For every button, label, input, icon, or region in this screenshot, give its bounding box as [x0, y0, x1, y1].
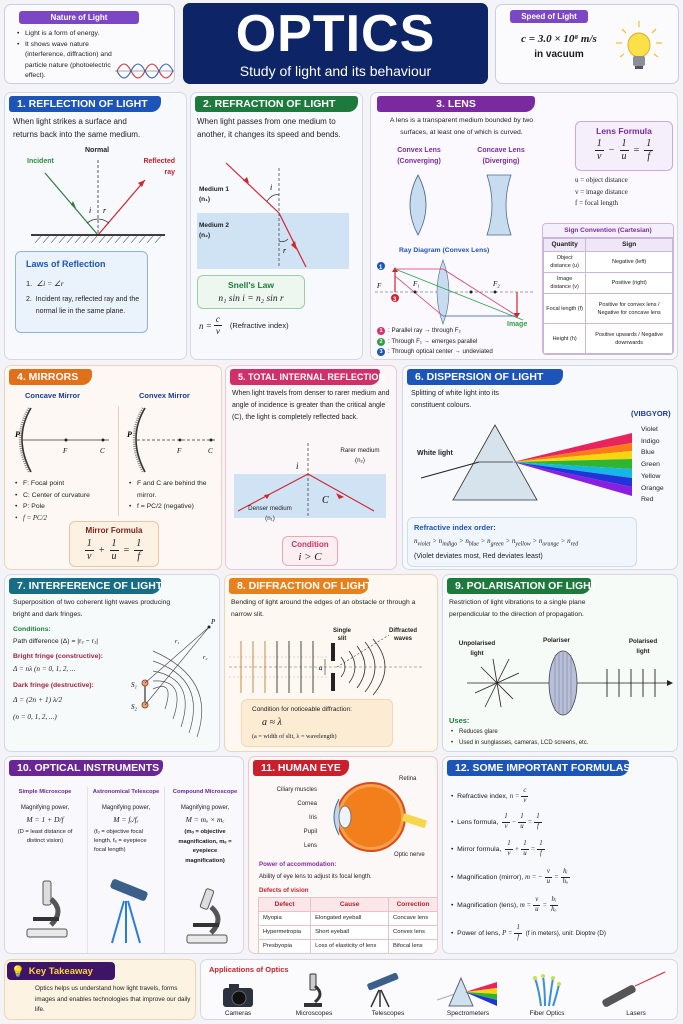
instrument-col: Simple Microscope Magnifying power, M = 1 + D/f (D = least distance of distinct vision)	[7, 787, 83, 953]
svg-text:S₁: S₁	[131, 681, 137, 689]
sign-convention-table: Sign Convention (Cartesian) Quantity Sign Object distance (u) Negative (left) Image distance (v) Positive (right) Focal length (f) Positive for convex lens / Negative for concave lens Height (h) Positive upwards / Negative downwards	[542, 223, 674, 355]
prism-diagram	[417, 421, 657, 501]
simple-microscope-icon	[21, 879, 71, 939]
convex-mirror-diagram	[123, 406, 222, 476]
svg-text:P: P	[211, 618, 216, 626]
svg-text:i: i	[270, 183, 273, 192]
section-desc: Bending of light around the edges of an obstacle or through a narrow slit.	[231, 599, 416, 618]
section-title: 6. DISPERSION OF LIGHT	[407, 369, 563, 385]
svg-text:F: F	[177, 447, 182, 455]
section-title: 11. HUMAN EYE	[253, 760, 349, 776]
image-label: Image	[507, 321, 528, 328]
uses-title: Uses:	[449, 716, 470, 725]
svg-text:F: F	[63, 447, 68, 455]
section-lens	[370, 92, 678, 360]
section-interference	[4, 574, 220, 752]
section-title: 7. INTERFERENCE OF LIGHT	[9, 578, 161, 594]
speed-of-light-label: Speed of Light	[510, 10, 588, 23]
application-label: Fiber Optics	[529, 1010, 565, 1017]
section-title: 5. TOTAL INTERNAL REFLECTION	[230, 369, 380, 385]
key-takeaway-card	[4, 959, 196, 1020]
law-2: 2. Incident ray, reflected ray and the normal lie in the same plane.	[26, 296, 140, 315]
speed-of-light-card	[495, 4, 679, 84]
section-title: 2. REFRACTION OF LIGHT	[195, 96, 358, 112]
nature-of-light-bullets: • Light is a form of energy. • It shows wave nature (interference, diffraction) and particle nature (photoelectric effect).	[17, 29, 125, 82]
section-desc: A lens is a transparent medium bounded by two surfaces, at least one of which is curved.	[389, 117, 534, 136]
svg-text:a: a	[319, 664, 323, 672]
key-takeaway-header: 💡 Key Takeaway	[7, 962, 115, 980]
formula-item: • Magnification (lens), m = $\frac{v}{u}$ = $\frac{\text{hᵢ}}{\text{hₒ}}$	[451, 895, 557, 913]
application-label: Cameras	[224, 1010, 252, 1017]
accommodation-desc: Ability of eye lens to adjust its focal length.	[259, 874, 372, 880]
dark-fringe-title: Dark fringe (destructive):	[13, 682, 94, 689]
svg-text:r₂: r₂	[203, 655, 208, 661]
condition-title: Condition for noticeable diffraction:	[252, 706, 352, 713]
tir-condition-box	[282, 536, 338, 566]
unpolarised-label: Unpolarised light	[458, 640, 496, 657]
svg-text:i: i	[89, 206, 92, 215]
applications-title: Applications of Optics	[209, 965, 289, 974]
section-title: 1. REFLECTION OF LIGHT	[9, 96, 161, 112]
vibgyor-label: (VIBGYOR)	[631, 409, 671, 418]
lens-formula: $\frac{1}{v}$ − $\frac{1}{u}$ = $\frac{1}{f}$	[596, 138, 652, 162]
uses-list: • Reduces glare • Used in sunglasses, cameras, LCD screens, etc.	[451, 727, 588, 749]
svg-text:P: P	[127, 430, 132, 439]
convex-lens-shape	[404, 173, 434, 243]
application-label: Spectrometers	[446, 1010, 490, 1017]
order-title: Refractive index order:	[414, 523, 496, 532]
medium-2-label: Medium 2 (n₂)	[199, 222, 229, 239]
svg-text:r: r	[283, 246, 287, 255]
polariser-label: Polariser	[543, 637, 570, 644]
concave-mirror-label: Concave Mirror	[25, 391, 81, 400]
snells-law-formula: n₁ sin i = n₂ sin r	[218, 294, 284, 304]
order-note: (Violet deviates most, Red deviates least)	[414, 553, 543, 560]
compound-microscope-icon	[181, 887, 231, 947]
mirror-formula-title: Mirror Formula	[85, 526, 143, 535]
defects-table: Defect Cause Correction Myopia Elongated eyeball Concave lens Hypermetropia Short eyeball Convex lens Presbyopia Loss of elasticity of lens Bifocal lens	[258, 897, 438, 954]
divider	[118, 406, 119, 516]
section-dispersion	[402, 365, 678, 570]
section-desc: Superposition of two coherent light waves producing bright and dark fringes.	[13, 599, 171, 618]
application-label: Telescopes	[371, 1010, 405, 1017]
concave-mirror-diagram	[11, 406, 116, 476]
formula-item: • Refractive index, n = $\frac{c}{v}$	[451, 786, 527, 804]
ray-legend-item: 3 : Through optical center → undeviated	[377, 347, 547, 358]
table-row: Presbyopia Loss of elasticity of lens Bifocal lens	[259, 940, 438, 954]
lens-formula-box	[575, 121, 673, 171]
mirror-formula: $\frac{1}{v}$ + $\frac{1}{u}$ = $\frac{1}{f}$	[86, 538, 142, 562]
application-label: Lasers	[626, 1010, 646, 1017]
reflection-diagram	[5, 153, 175, 253]
normal-label: Normal	[85, 147, 110, 154]
light-bulb-icon	[614, 19, 664, 79]
concave-lens-label: Concave Lens (Diverging)	[477, 147, 525, 165]
svg-text:P: P	[15, 430, 20, 439]
double-slit-diagram	[131, 618, 220, 734]
section-desc: When light passes from one medium to another, it changes its speed and bends.	[197, 117, 341, 139]
svg-text:C: C	[100, 447, 105, 455]
section-reflection	[4, 92, 187, 360]
svg-text:C: C	[322, 495, 329, 506]
retina-label: Retina	[399, 776, 417, 782]
condition-formula: a ≈ λ	[262, 717, 282, 728]
convex-points: • F and C are behind the mirror. • f = PC/2 (negative)	[129, 478, 217, 513]
light-bulb-icon: 💡	[11, 965, 25, 978]
single-slit-label: Single slit	[332, 628, 351, 642]
svg-text:3: 3	[393, 297, 397, 303]
bright-fringe-formula: Δ = nλ (n = 0, 1, 2, ...	[13, 665, 76, 673]
section-desc: When light strikes a surface and returns back into the same medium.	[13, 117, 141, 139]
section-diffraction	[224, 574, 438, 752]
lens-variables: u = object distance v = image distance f = focal length	[575, 176, 628, 207]
reflected-label: Reflected ray	[143, 158, 175, 176]
nature-of-light-label: Nature of Light	[19, 11, 139, 24]
section-human-eye	[248, 756, 438, 954]
formula-item: • Power of lens, P = $\frac{1}{f}$ (f in meters), unit: Dioptre (D)	[451, 923, 606, 941]
svg-text:r₁: r₁	[175, 639, 180, 645]
section-formulas	[442, 756, 678, 954]
section-refraction	[190, 92, 363, 360]
camera-icon	[221, 982, 255, 1008]
ray-legend	[377, 326, 547, 358]
page-subtitle: Study of light and its behaviour	[239, 63, 432, 79]
conditions-title: Conditions:	[13, 626, 51, 633]
page-title: OPTICS	[235, 5, 436, 63]
laws-title: Laws of Reflection	[26, 259, 106, 269]
convex-lens-ray-diagram	[375, 256, 540, 326]
defects-title: Defects of vision	[259, 887, 309, 894]
svg-text:F₂: F₂	[493, 280, 500, 288]
fiber-optics-icon	[531, 972, 561, 1008]
speed-note: in vacuum	[534, 49, 584, 60]
instrument-col: Astronomical Telescope Magnifying power, M = fₒ/fₑ (fₒ = objective focal length, fₑ = eyepiece focal length)	[87, 787, 165, 953]
eye-diagram	[319, 777, 429, 857]
refractive-index-order-box	[407, 517, 637, 567]
speed-formula: c = 3.0 × 10⁸ m/s	[521, 33, 597, 45]
table-row: Height (h) Positive upwards / Negative downwards	[544, 324, 673, 354]
convex-lens-label: Convex Lens (Converging)	[397, 147, 441, 165]
formula-item: • Mirror formula, $\frac{1}{v}$ + $\frac{1}{u}$ = $\frac{1}{f}$	[451, 840, 543, 857]
svg-text:r: r	[103, 206, 107, 215]
optic-nerve-label: Optic nerve	[394, 852, 425, 858]
svg-text:F₁: F₁	[413, 280, 420, 288]
applications-card	[200, 959, 678, 1020]
section-desc: When light travels from denser to rarer medium and angle of incidence is greater than the critical angle (C), the light is completely reflected back.	[232, 390, 390, 421]
key-takeaway-text: Optics helps us understand how light travels, forms images and enables technologies that improve our daily life.	[35, 985, 191, 1013]
polarisation-diagram	[447, 645, 677, 725]
ray-legend-item: 2 : Through F₁ → emerges parallel	[377, 337, 547, 348]
section-title: 3. LENS	[377, 96, 535, 112]
section-mirrors	[4, 365, 222, 570]
application-label: Microscopes	[295, 1010, 333, 1017]
denser-medium-label: Denser medium (n₁)	[248, 505, 292, 522]
concave-points: • F: Focal point • C: Center of curvature • P: Pole • f = PC/2	[15, 478, 90, 524]
snells-law-title: Snell's Law	[228, 280, 274, 290]
accommodation-title: Power of accommodation:	[259, 861, 337, 868]
table-row: Object distance (u) Negative (left)	[544, 252, 673, 273]
telescope-icon	[363, 972, 403, 1008]
title-banner	[183, 3, 488, 84]
table-row: Myopia Elongated eyeball Concave lens	[259, 912, 438, 926]
table-row: Focal length (f) Positive for convex lens / Negative for concave lens	[544, 294, 673, 324]
snells-law-box	[197, 275, 305, 309]
svg-text:S₂: S₂	[131, 703, 137, 711]
incident-label: Incident	[27, 158, 54, 165]
section-title: 10. OPTICAL INSTRUMENTS	[9, 760, 163, 776]
svg-text:C: C	[208, 447, 213, 455]
refractive-index-formula: n = $\frac{c}{v}$ (Refractive index)	[199, 314, 289, 336]
condition-note: (a = width of slit, λ = wavelength)	[252, 733, 337, 740]
svg-text:1: 1	[379, 265, 383, 271]
section-desc: Splitting of white light into its constituent colours.	[411, 390, 499, 409]
section-title: 8. DIFFRACTION OF LIGHT	[229, 578, 369, 594]
laws-of-reflection-box	[15, 251, 148, 333]
diffraction-diagram	[229, 637, 429, 697]
table-row: Image distance (v) Positive (right)	[544, 273, 673, 294]
order-formula: $n_{violet} > n_{indigo} > n_{blue} > n_{green} > n_{yellow} > n_{orange} > n_{red}$	[414, 537, 579, 548]
diffraction-condition-box	[241, 699, 393, 747]
condition-formula: i > C	[298, 551, 322, 563]
dark-fringe-formula: Δ = (2n + 1) λ/2	[13, 695, 63, 704]
table-row: Hypermetropia Short eyeball Convex lens	[259, 926, 438, 940]
section-title: 9. POLARISATION OF LIGHT	[447, 578, 591, 594]
section-title: 4. MIRRORS	[9, 369, 92, 385]
svg-text:F: F	[377, 282, 382, 290]
laser-icon	[597, 972, 667, 1006]
eye-labels-left: Ciliary muscles Cornea Iris Pupil Lens	[276, 787, 317, 849]
section-desc: Restriction of light vibrations to a single plane perpendicular to the direction of propagation.	[449, 599, 586, 618]
instrument-col: Compound Microscope Magnifying power, M = mₒ × mₑ (mₒ = objective magnification, mₑ = eyepiece magnification)	[167, 787, 243, 953]
ray-legend-item: 1 : Parallel ray → through F₂	[377, 326, 547, 337]
mirror-formula-box	[69, 521, 159, 567]
nature-of-light-card	[4, 4, 175, 84]
section-title: 12. SOME IMPORTANT FORMULAS	[447, 760, 629, 776]
svg-text:i: i	[296, 461, 299, 471]
diffracted-waves-label: Diffracted waves	[388, 628, 417, 642]
convex-mirror-label: Convex Mirror	[139, 391, 190, 400]
refraction-diagram	[191, 153, 361, 273]
ray-diagram-title: Ray Diagram (Convex Lens)	[399, 247, 490, 254]
white-light-label: White light	[417, 450, 453, 457]
bright-fringe-title: Bright fringe (constructive):	[13, 653, 103, 660]
microscope-icon	[301, 972, 327, 1008]
section-polarisation	[442, 574, 678, 752]
polarised-label: Polarised light	[628, 638, 658, 655]
rarer-medium-label: Rarer medium (n₂)	[340, 447, 380, 464]
color-list: Violet Indigo Blue Green Yellow Orange Red	[641, 426, 664, 504]
telescope-icon	[104, 877, 154, 947]
section-tir	[225, 365, 397, 570]
condition-title: Condition	[291, 540, 329, 549]
formula-item: • Magnification (mirror), m = − $\frac{v}{u}$ = $\frac{\text{hᵢ}}{\text{hₒ}}$	[451, 867, 568, 885]
medium-1-label: Medium 1 (n₁)	[199, 186, 229, 203]
section-instruments	[4, 756, 244, 954]
formula-list	[451, 783, 675, 947]
formula-item: • Lens formula, $\frac{1}{v}$ − $\frac{1}{u}$ = $\frac{1}{f}$	[451, 813, 540, 830]
lens-formula-title: Lens Formula	[596, 126, 652, 136]
dark-fringe-n: (n = 0, 1, 2, ...)	[13, 713, 57, 721]
prism-icon	[437, 976, 497, 1008]
wave-icon	[115, 57, 175, 84]
law-1: 1. ∠i = ∠r	[26, 279, 64, 288]
concave-lens-shape	[485, 173, 515, 243]
path-difference: Path difference (Δ) = |r₂ − r₁|	[13, 638, 99, 645]
